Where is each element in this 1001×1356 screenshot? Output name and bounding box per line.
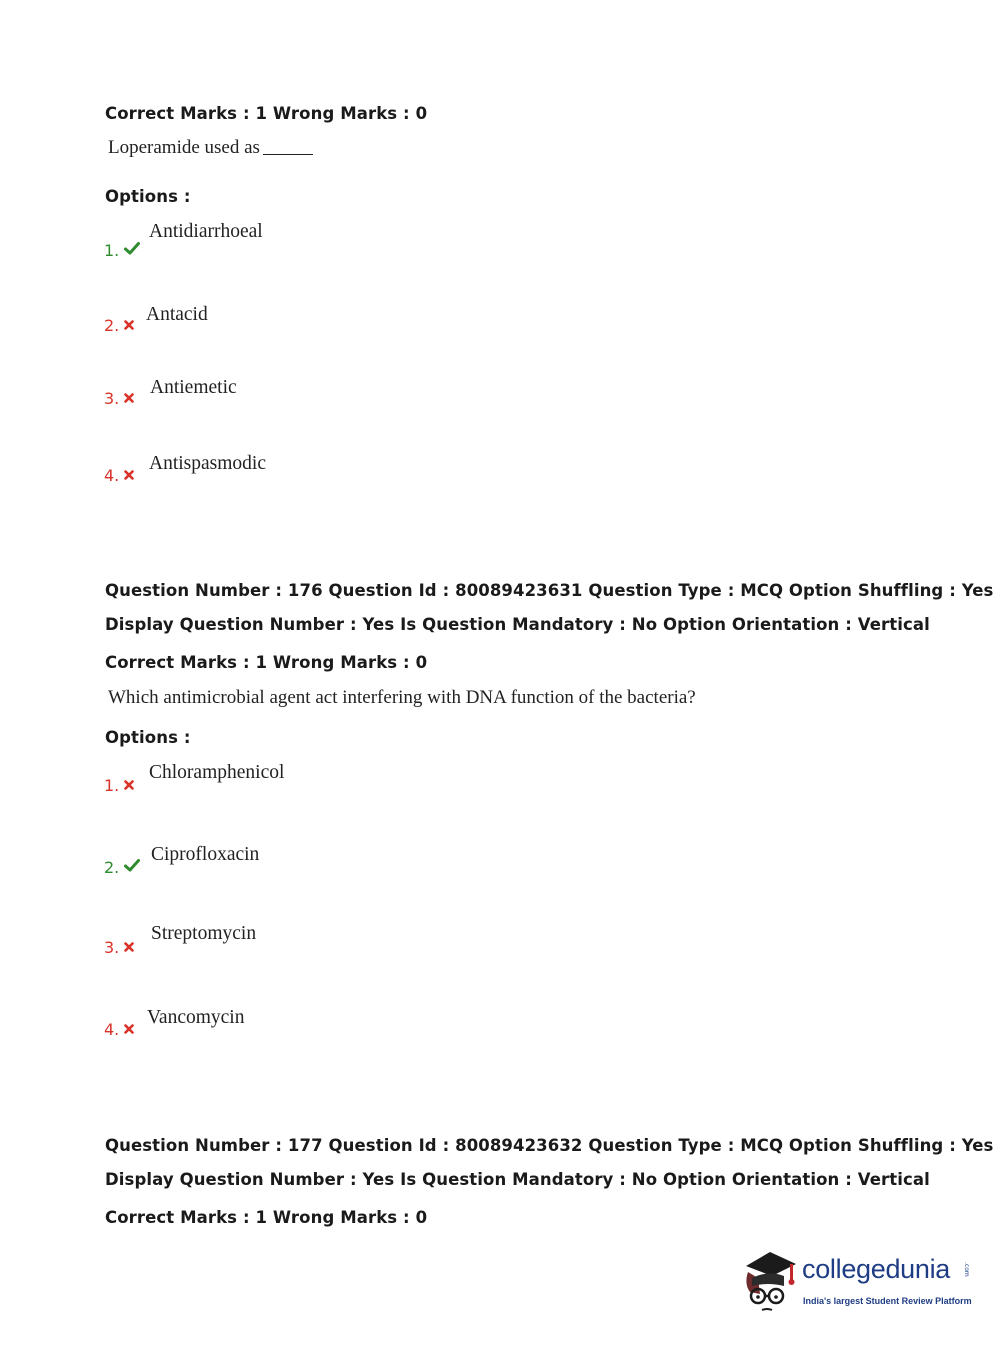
option-number-text: 3.	[104, 938, 120, 957]
brand-name: collegedunia	[802, 1254, 951, 1284]
marks-line: Correct Marks : 1 Wrong Marks : 0	[105, 653, 428, 672]
cross-icon	[124, 937, 134, 956]
option-text: Antiemetic	[150, 377, 237, 398]
brand-tagline: India's largest Student Review Platform	[803, 1296, 972, 1306]
question-text-content: Loperamide used as	[108, 137, 260, 158]
question-meta-line-2: Display Question Number : Yes Is Question Mandatory : No Option Orientation : Vertical	[105, 615, 930, 634]
marks-line: Correct Marks : 1 Wrong Marks : 0	[105, 104, 428, 123]
option-text: Antacid	[146, 304, 208, 325]
cross-icon	[124, 465, 134, 484]
option-number	[104, 937, 134, 957]
question-meta-line-1: Question Number : 176 Question Id : 80089423631 Question Type : MCQ Option Shuffling : Yes	[105, 581, 994, 600]
option-text: Antidiarrhoeal	[149, 221, 263, 242]
collegedunia-logo	[738, 1248, 978, 1320]
option-text: Streptomycin	[151, 923, 257, 944]
option-number-text: 4.	[104, 1020, 120, 1039]
cross-icon	[124, 775, 134, 794]
option-text: Chloramphenicol	[149, 762, 285, 783]
option-text: Ciprofloxacin	[151, 844, 260, 865]
option-number	[104, 1019, 134, 1039]
cross-icon	[124, 315, 134, 334]
option-text: Antispasmodic	[149, 453, 266, 474]
option-number	[104, 315, 134, 335]
question-meta-line-2: Display Question Number : Yes Is Question Mandatory : No Option Orientation : Vertical	[105, 1170, 930, 1189]
check-icon	[124, 240, 140, 259]
option-text: Vancomycin	[147, 1007, 245, 1028]
marks-line: Correct Marks : 1 Wrong Marks : 0	[105, 1208, 428, 1227]
options-label: Options :	[105, 728, 191, 747]
option-number	[104, 775, 134, 795]
answer-blank	[263, 154, 313, 155]
check-icon	[124, 857, 140, 876]
option-number	[104, 240, 140, 260]
option-number	[104, 857, 140, 877]
question-text: Which antimicrobial agent act interfering with DNA function of the bacteria?	[108, 687, 696, 708]
question-text	[108, 137, 313, 159]
option-number-text: 2.	[104, 858, 120, 877]
option-number-text: 1.	[104, 776, 120, 795]
option-number-text: 2.	[104, 316, 120, 335]
option-number-text: 1.	[104, 241, 120, 260]
cross-icon	[124, 388, 134, 407]
option-number-text: 3.	[104, 389, 120, 408]
mascot-icon	[738, 1248, 800, 1320]
option-number	[104, 388, 134, 408]
question-meta-line-1: Question Number : 177 Question Id : 80089423632 Question Type : MCQ Option Shuffling : Yes	[105, 1136, 994, 1155]
option-number-text: 4.	[104, 466, 120, 485]
brand-dotcom: .com	[963, 1262, 970, 1277]
options-label: Options :	[105, 187, 191, 206]
cross-icon	[124, 1019, 134, 1038]
option-number	[104, 465, 134, 485]
